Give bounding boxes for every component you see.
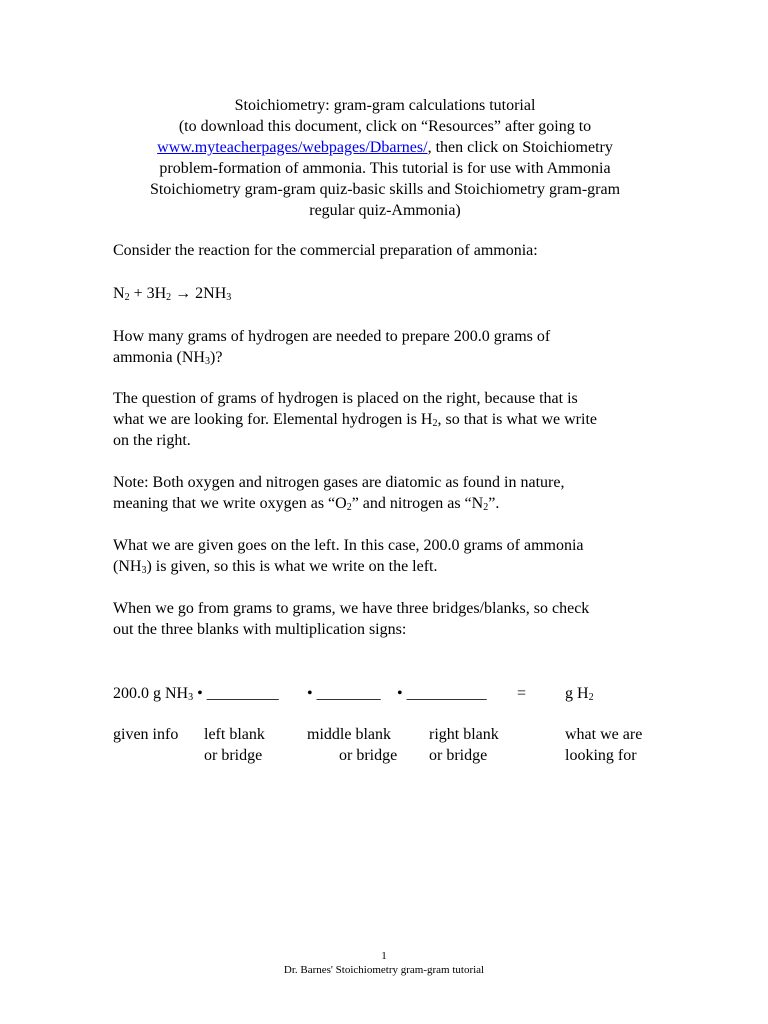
label-right-bridge: or bridge (429, 747, 488, 764)
given-paragraph: What we are given goes on the left. In this case, 200.0 grams of ammonia $(NH_3)$ is given, so this is what we write on the left. (113, 537, 584, 576)
bridges-paragraph: When we go from grams to grams, we have three bridges/blanks, so check out the three blanks with multiplication signs: (113, 600, 590, 638)
label-middle-blank: middle blank (307, 726, 391, 743)
header-line-6: regular quiz-Ammonia) (309, 202, 461, 219)
footer-title: Dr. Barnes' Stoichiometry gram-gram tutorial (283, 964, 485, 976)
label-left-bridge: or bridge (204, 747, 263, 764)
header-line-3-text: , then click on Stoichiometry (427, 139, 613, 156)
reaction-equation: $N_2 + 3H_2 \to 2NH_3$ (113, 285, 232, 303)
note-paragraph: Note: Both oxygen and nitrogen gases are diatomic as found in nature, meaning that we write oxygen as “$O_2$” and nitrogen as “$N_2$”. (113, 474, 565, 513)
given-amount: 200.0 g $NH_3$ • _________ (113, 685, 279, 703)
intro-paragraph: Consider the reaction for the commercial preparation of ammonia: (113, 242, 538, 259)
explanation-paragraph: The question of grams of hydrogen is placed on the right, because that is what we are looking for. Elemental hydrogen is $H_2$, so that is what we write on the right. (113, 390, 597, 449)
right-blank: • __________ (397, 685, 487, 702)
header-line-2: (to download this document, click on “Resources” after going to (178, 118, 592, 135)
question-paragraph: How many grams of hydrogen are needed to prepare 200.0 grams of ammonia $(NH_3)$? (113, 328, 551, 367)
label-looking-for: looking for (565, 747, 637, 764)
header-line-3 (100, 137, 670, 158)
label-what-we-are: what we are (565, 726, 643, 743)
label-middle-bridge: or bridge (339, 747, 398, 764)
document-header (100, 95, 670, 221)
middle-blank: • ________ (307, 685, 381, 702)
header-title: Stoichiometry: gram-gram calculations tutorial (234, 97, 536, 114)
resources-link[interactable]: www.myteacherpages/webpages/Dbarnes/ (157, 139, 428, 156)
page-number: 1 (381, 950, 387, 962)
label-right-blank: right blank (429, 726, 499, 743)
header-line-4: problem-formation of ammonia. This tutorial is for use with Ammonia (159, 160, 611, 177)
result-unit: g $H_2$ (565, 685, 594, 703)
label-given-info: given info (113, 726, 179, 743)
equals-sign: = (517, 685, 527, 702)
header-line-5: Stoichiometry gram-gram quiz-basic skills and Stoichiometry gram-gram (149, 181, 621, 198)
label-left-blank: left blank (204, 726, 265, 743)
